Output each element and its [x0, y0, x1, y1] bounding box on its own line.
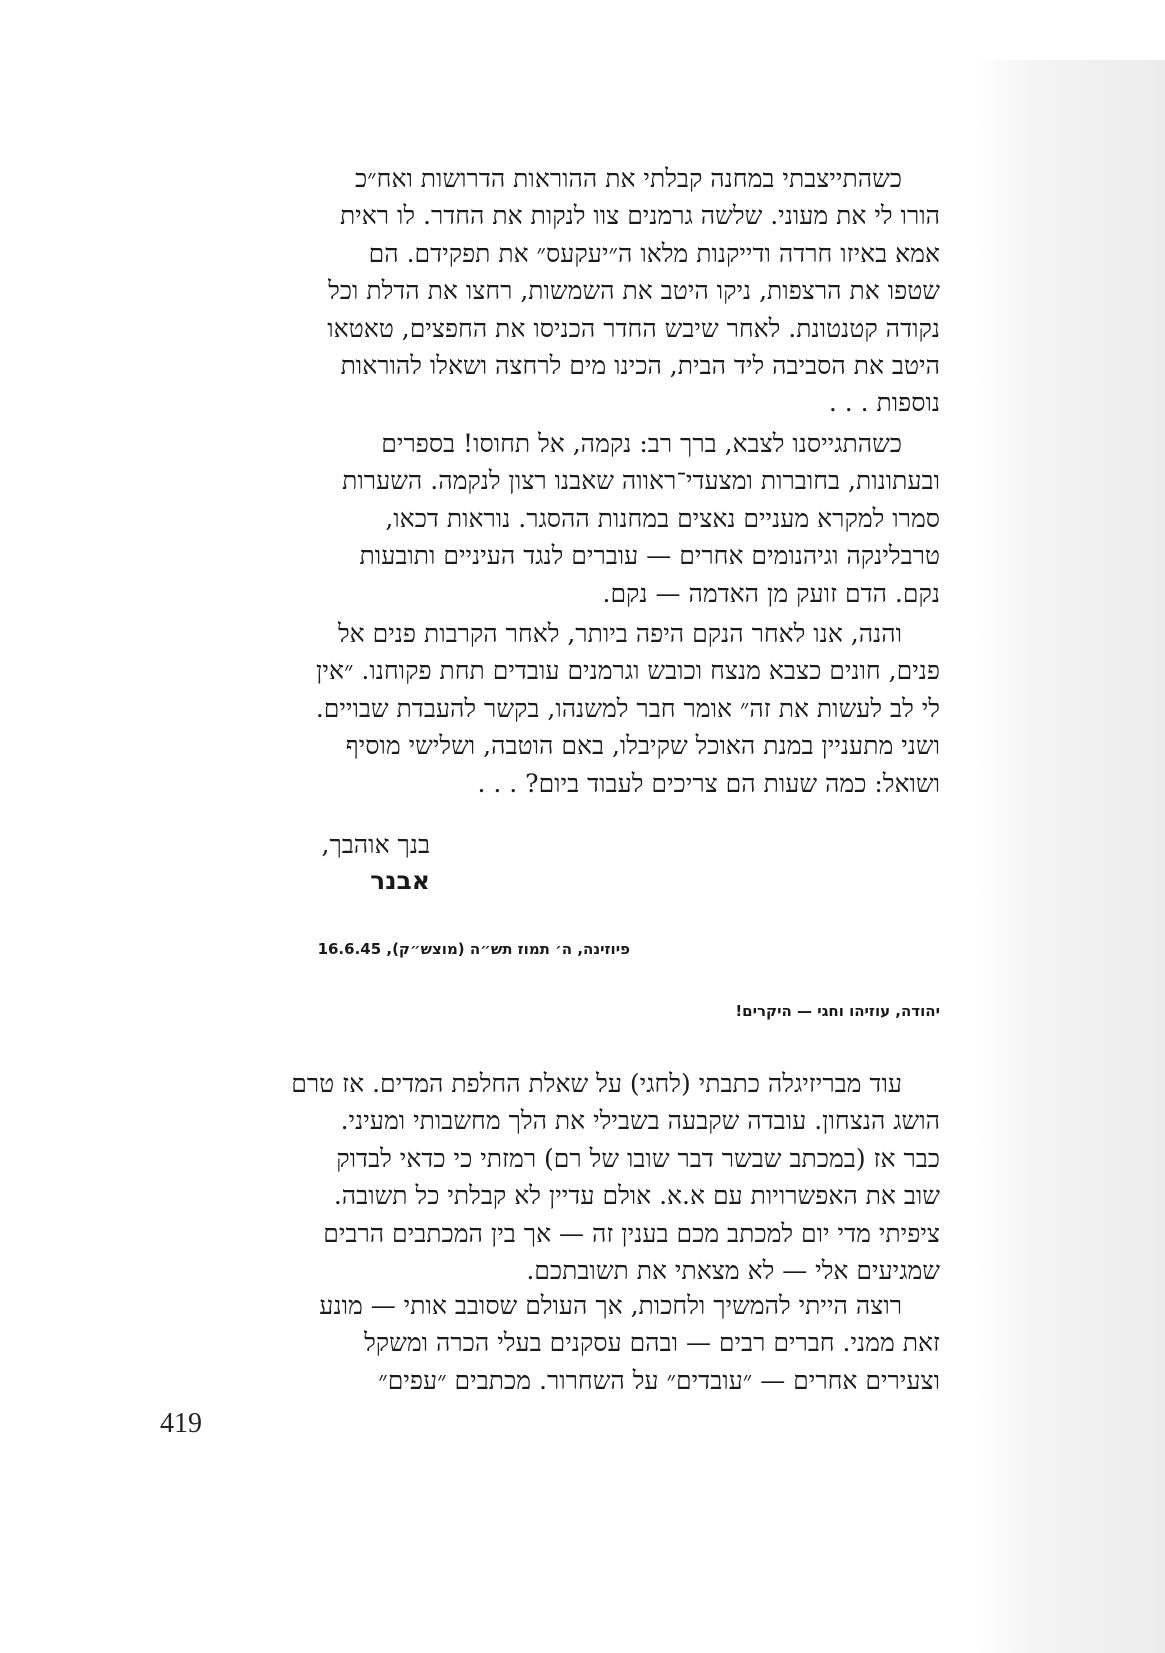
paragraph-2: [170, 425, 940, 612]
letter-dateline: פיוזינה, ה׳ תמוז תש״ה (מוצש״ק), 16.6.45: [317, 940, 630, 958]
paragraph-5: [170, 1287, 940, 1399]
text-line: הורו לי את מעוני. שלשה גרמנים צוו לנקות את החדר. לו ראית: [339, 201, 940, 231]
text-line: פנים, חונים כצבא מנצח וכובש וגרמנים עובדים תחת פקוחנו. ״אין: [316, 656, 940, 686]
text-line: כשהתייצבתי במחנה קבלתי את ההוראות הדרושות ואח״כ: [354, 164, 902, 193]
text-line: ושני מתעניין במנת האוכל שקיבלו, באם הוטבה, ושלישי מוסיף: [345, 731, 940, 761]
text-line: סמרו למקרא מעניים נאצים במחנות ההסגר. נוראות דכאו,: [385, 503, 940, 533]
text-line: כבר אז (במכתב שבשר דבר שובו של רם) רמזתי כי כדאי לבדוק: [336, 1143, 940, 1173]
letter-salutation: יהודה, עוזיהו וחגי — היקרים!: [735, 1002, 940, 1020]
paragraph-4: [170, 1065, 940, 1289]
page-number: 419: [160, 1408, 202, 1439]
text-line: וצעירים אחרים — ״עובדים״ על השחרור. מכתבים ״עפים״: [378, 1365, 940, 1395]
text-line: נקודה קטנטונת. לאחר שיבש החדר הכניסו את החפצים, טאטאו: [327, 313, 940, 343]
text-line: נקם. הדם זועק מן האדמה — נקם.: [602, 578, 940, 608]
text-line: הושג הנצחון. עובדה שקבעה בשבילי את הלך מחשבותי ומעיני.: [340, 1106, 940, 1136]
letter-signoff: [170, 827, 430, 899]
text-line: היטב את הסביבה ליד הבית, הכינו מים לרחצה ושאלו להוראות: [340, 351, 940, 381]
text-line: שמגיעים אלי — לא מצאתי את תשובתכם.: [526, 1256, 940, 1286]
text-line: אמא באיזו חרדה ודייקנות מלאו ה״יעקעס״ את תפקידם. הם: [368, 238, 940, 268]
text-line: ציפיתי מדי יום למכתב מכם בענין זה — אך בין המכתבים הרבים: [323, 1218, 940, 1248]
paragraph-3: [170, 615, 940, 802]
paragraph-1: [170, 160, 940, 422]
text-line: עוד מבריזיגלה כתבתי (לחגי) על שאלת החלפת המדים. אז טרם: [291, 1069, 902, 1098]
text-line: ובעתונות, בחוברות ומצעדי־ראווה שאבנו רצון לנקמה. השערות: [342, 466, 940, 496]
text-line: ושואל: כמה שעות הם צריכים לעבוד ביום? . . .: [477, 768, 940, 798]
text-line: רוצה הייתי להמשיך ולחכות, אך העולם שסובב אותי — מונע: [319, 1291, 902, 1320]
page-edge-shadow: [975, 60, 1165, 1653]
closing-line: בנך אוהבך,: [321, 830, 430, 859]
text-line: כשהתגייסנו לצבא, ברך רב: נקמה, אל תחוסו! בספרים: [381, 429, 902, 458]
text-line: טרבלינקה וגיהנומים אחרים — עוברים לנגד העיניים ותובעות: [359, 541, 940, 571]
text-line: זאת ממני. חברים רבים — ובהם עסקנים בעלי הכרה ומשקל: [364, 1328, 940, 1358]
text-line: נוספות . . .: [828, 388, 940, 418]
signature-name: אבנר: [370, 866, 430, 895]
text-line: שטפו את הרצפות, ניקו היטב את השמשות, רחצו את הדלת וכל: [328, 276, 940, 306]
text-line: והנה, אנו לאחר הנקם היפה ביותר, לאחר הקרבות פנים אל: [337, 619, 902, 648]
text-line: לי לב לעשות את זה״ אומר חבר למשנהו, בקשר להעבדת שבויים.: [315, 693, 940, 723]
text-line: שוב את האפשרויות עם א.א. אולם עדיין לא קבלתי כל תשובה.: [333, 1181, 940, 1211]
